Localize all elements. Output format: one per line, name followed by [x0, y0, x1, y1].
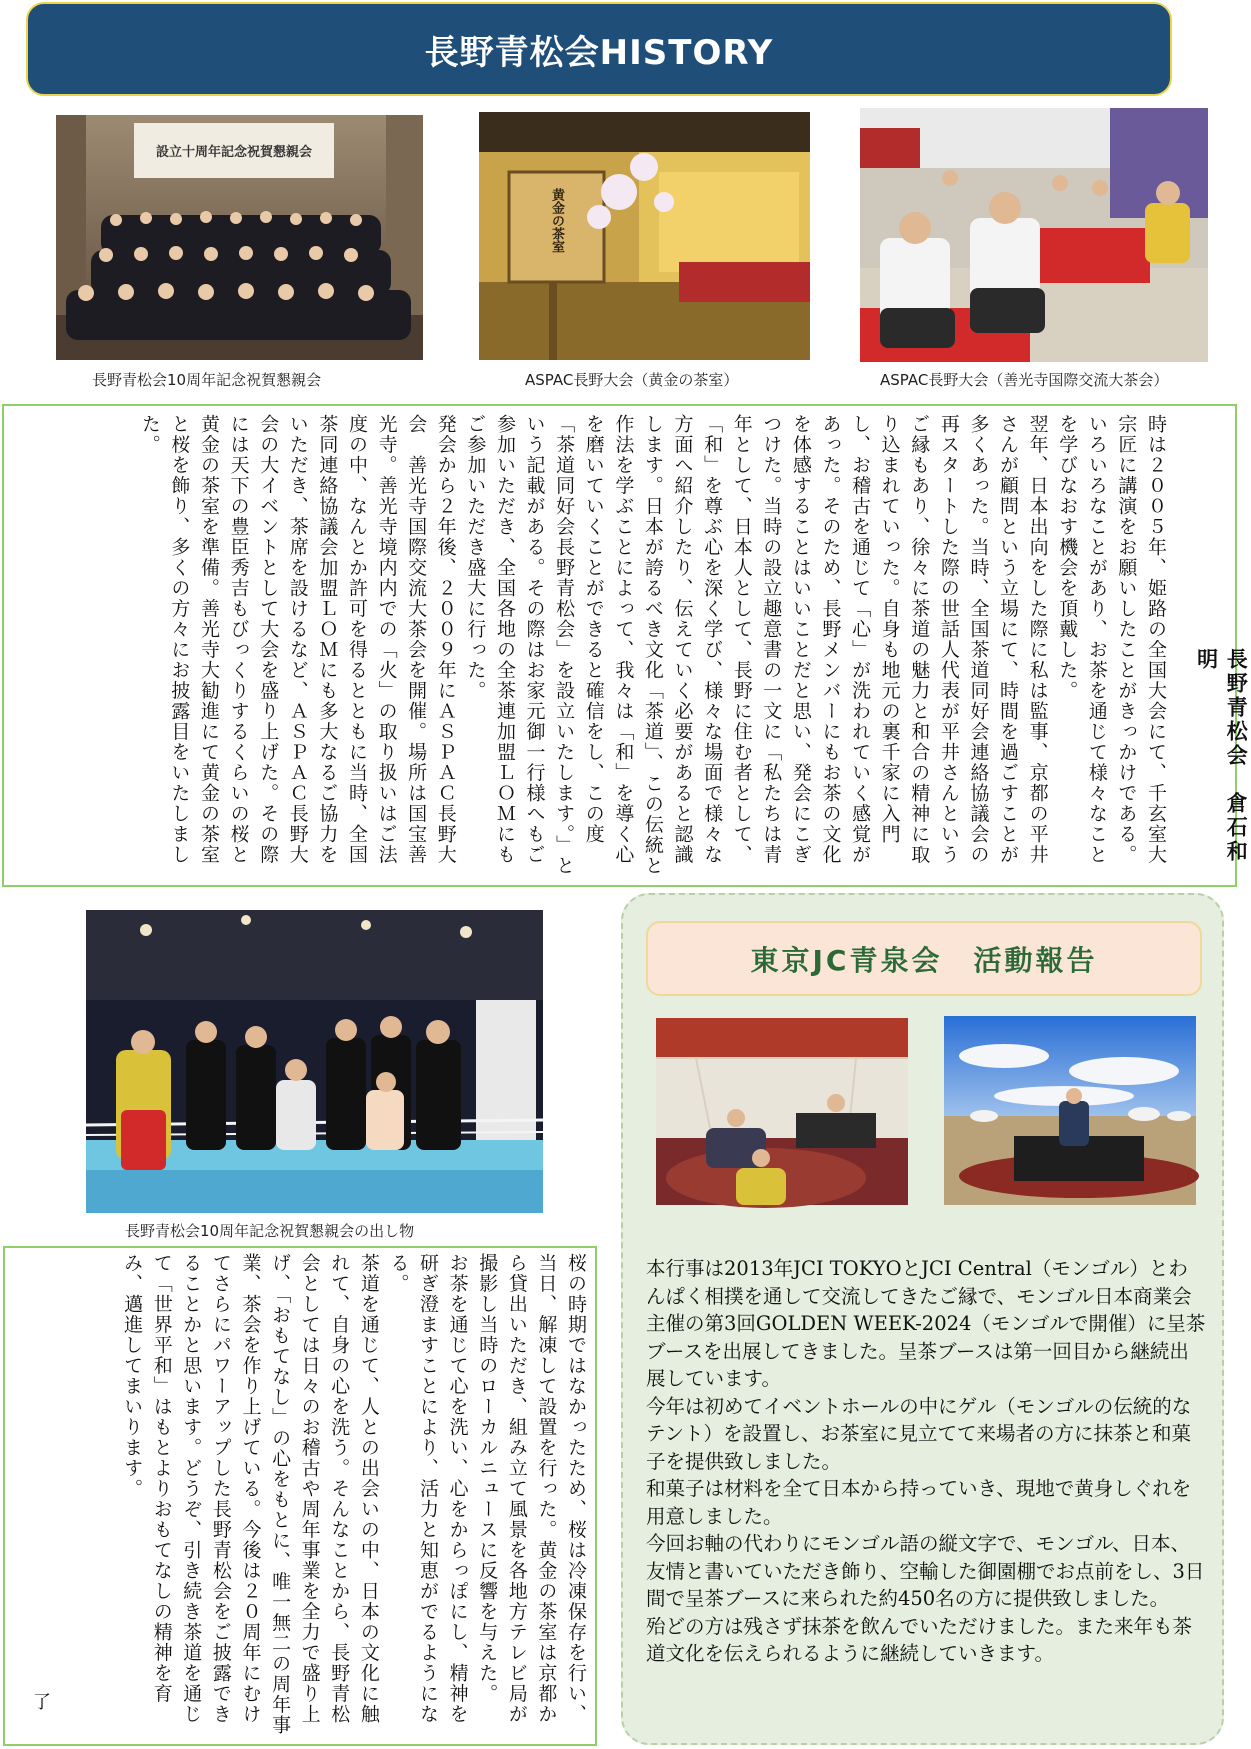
report-title-box [646, 921, 1202, 996]
photo-mongolia-steppe [944, 1016, 1196, 1205]
caption-zenkoji-tea-ceremony: ASPAC長野大会（善光寺国際交流大茶会） [880, 371, 1169, 389]
report-title: 東京JC青泉会 活動報告 [750, 943, 1098, 977]
photo-ger-tea-room [656, 1018, 908, 1205]
photo-anniversary-party [56, 115, 423, 360]
article-end-mark: 了 [33, 1692, 51, 1713]
article-history-author: 長野青松会 倉石和明 [1194, 648, 1250, 864]
tea-room-sign-text: 黄金の茶室 [549, 188, 564, 253]
article-continued-body: 桜の時期ではなかったため、桜は冷凍保存を行い、当日、解凍して設置を行った。黄金の茶室は京都から貸出いただき、組み立て風景を各地方テレビ局が撮影し当時のローカルニュースに反響を与えた。 お茶を通じて心を洗い、心をからっぽにし、精神を研ぎ澄ますことにより、活力と知恵がでるようになる。 茶道を通じて、人との出会いの中、日本の文化に触れて、自身の心を洗う。そんなことから、長野青松会としては日々のお稽古や周年事業を全力で盛り上げ、「おもてなし」の心をもとに、唯一無二の周年事業、茶会を作り上げている。今後は２０周年にむけてさらにパワーアップした長野青松会をご披露できることかと思います。どうぞ、引き続き茶道を通じて「世界平和」はもとよりおもてなしの精神を育み、邁進してまいります。 [121, 1253, 587, 1736]
article-history-body: 時は２００５年、姫路の全国大会にて、千玄室大宗匠に講演をお願いしたことがきっかけである。 いろいろなことがあり、お茶を通じて様々なことを学びなおす機会を頂戴した。 翌年、日本出向をした際に私は監事、京都の平井さんが顧問という立場にて、時間を過ごすことが多くあった。当時、全国茶道同好会連絡協議会の再スタートした際の世話人代表が平井さんというご縁もあり、徐々に茶道の魅力と和合の精神に取り込まれていった。自身も地元の裏千家に入門し、お稽古を通じて「心」が洗われていく感覚があった。そのため、長野メンバーにもお茶の文化を体感することはいいことだと思い、発会にこぎつけた。当時の設立趣意書の一文に「私たちは青年として、日本人として、長野に住む者として、「和」を尊ぶ心を深く学び、様々な場面で様々な方面へ紹介したり、伝えていく必要があると認識します。日本が誇るべき文化「茶道」、この伝統と作法を学ぶことによって、我々は「和」を導く心を磨いていくことができると確信をし、この度「茶道同好会長野青松会」を設立いたします。」という記載がある。その際はお家元御一行様へもご参加いただき、全国各地の全茶連加盟ＬＯＭにもご参加いただき盛大に行った。 発会から２年後、２００９年にＡＳＰＡＣ長野大会 善光寺国際交流大茶会を開催。場所は国宝善光寺。善光寺境内内での「火」の取り扱いはご法度の中、なんとか許可を得るとともに当時、全国茶同連絡協議会加盟ＬＯＭにも多大なるご協力をいただき、茶席を設けるなど、ＡＳＰＡＣ長野大会の大イベントとして大会を盛り上げた。その際には天下の豊臣秀吉もびっくりするくらいの桜と黄金の茶室を準備。善光寺大勧進にて黄金の茶室と桜を飾り、多くの方々にお披露目をいたしました。 [138, 414, 1167, 876]
report-body [646, 1255, 1206, 1668]
photo-zenkoji-tea-ceremony [860, 108, 1208, 362]
report-paragraph: 今回お軸の代わりにモンゴル語の縦文字で、モンゴル、日本、友情と書いていただき飾り、空輸した御園棚でお点前をし、3日間で呈茶ブースに来られた約450名の方に提供致しました。 [646, 1532, 1205, 1610]
caption-party-performance: 長野青松会10周年記念祝賀懇親会の出し物 [125, 1222, 415, 1240]
report-paragraph: 本行事は2013年JCI TOKYOとJCI Central（モンゴル）とわんぱく相撲を通して交流してきたご縁で、モンゴル日本商業会主催の第3回GOLDEN WEEK-2024（モンゴルで開催）に呈茶ブースを出展してきました。呈茶ブースは第一回目から継続出展しています。 [646, 1257, 1206, 1390]
report-paragraph: 殆どの方は残さず抹茶を飲んでいただけました。また来年も茶道文化を伝えられるように継続していきます。 [646, 1614, 1193, 1665]
caption-golden-tea-room: ASPAC長野大会（黄金の茶室） [525, 371, 739, 389]
photo-party-performance [86, 910, 543, 1213]
page-title-banner [26, 2, 1172, 96]
report-paragraph: 今年は初めてイベントホールの中にゲル（モンゴルの伝統的なテント）を設置し、お茶室に見立てて来場者の方に抹茶と和菓子を提供致しました。 [646, 1394, 1192, 1473]
page-title: 長野青松会HISTORY [424, 32, 774, 73]
photo-banner-text: 設立十周年記念祝賀懇親会 [155, 145, 312, 160]
report-paragraph: 和菓子は材料を全て日本から持っていき、現地で黄身しぐれを用意しました。 [646, 1477, 1192, 1528]
caption-anniversary-party: 長野青松会10周年記念祝賀懇親会 [92, 371, 322, 389]
photo-golden-tea-room [479, 112, 810, 360]
